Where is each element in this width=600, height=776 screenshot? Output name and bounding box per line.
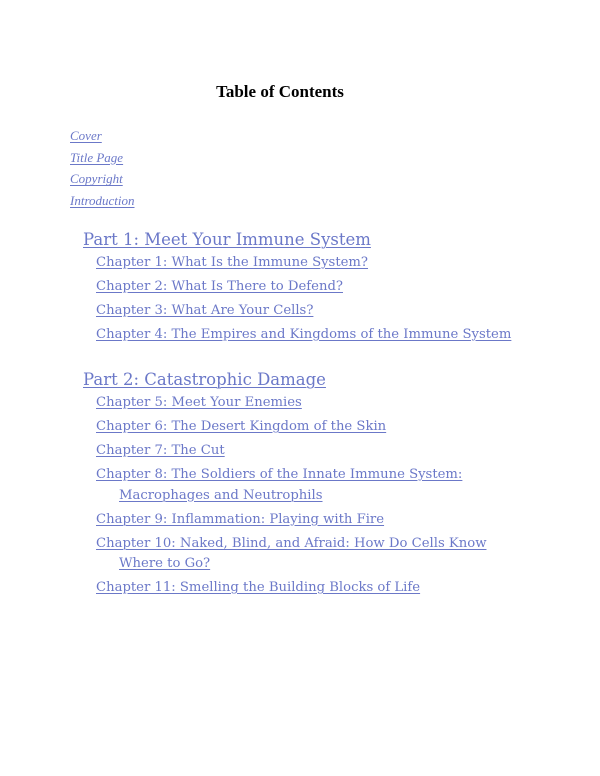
toc-link-chapter-6[interactable]: Chapter 6: The Desert Kingdom of the Skin xyxy=(96,419,387,434)
chapter-8-line-1: Chapter 8: The Soldiers of the Innate Immune System: xyxy=(96,467,463,482)
list-item xyxy=(96,441,486,462)
toc-link-chapter-4[interactable]: Chapter 4: The Empires and Kingdoms of the Immune System xyxy=(96,327,512,342)
list-item xyxy=(70,189,135,211)
chapter-10-line-1: Chapter 10: Naked, Blind, and Afraid: How Do Cells Know xyxy=(96,535,487,551)
list-item xyxy=(96,534,486,575)
toc-link-chapter-5[interactable]: Chapter 5: Meet Your Enemies xyxy=(96,395,302,410)
chapter-list xyxy=(83,393,486,599)
toc-link-part-2[interactable]: Part 2: Catastrophic Damage xyxy=(83,370,326,389)
list-item xyxy=(96,578,486,599)
toc-link-title-page[interactable]: Title Page xyxy=(70,149,124,165)
chapter-8-line-2: Macrophages and Neutrophils xyxy=(119,487,323,503)
list-item xyxy=(70,146,135,168)
list-item xyxy=(96,325,511,346)
list-item xyxy=(96,301,511,322)
toc-link-chapter-9[interactable]: Chapter 9: Inflammation: Playing with Fire xyxy=(96,511,385,527)
list-item xyxy=(70,124,135,146)
toc-link-chapter-10[interactable] xyxy=(96,536,486,575)
list-item xyxy=(96,417,486,438)
page-title: Table of Contents xyxy=(216,82,344,101)
part-2-section xyxy=(83,367,486,602)
list-item xyxy=(96,277,511,298)
toc-link-chapter-2[interactable]: Chapter 2: What Is There to Defend? xyxy=(96,279,343,294)
toc-link-part-1[interactable]: Part 1: Meet Your Immune System xyxy=(83,230,371,249)
list-item xyxy=(96,465,486,506)
list-item xyxy=(96,510,486,531)
toc-link-chapter-1[interactable]: Chapter 1: What Is the Immune System? xyxy=(96,255,369,270)
toc-link-chapter-3[interactable]: Chapter 3: What Are Your Cells? xyxy=(96,303,314,318)
part-1-section xyxy=(83,227,511,349)
chapter-10-line-2: Where to Go? xyxy=(119,556,211,571)
front-matter-list xyxy=(70,124,135,211)
list-item xyxy=(70,167,135,189)
toc-link-chapter-8[interactable] xyxy=(96,467,486,506)
list-item xyxy=(96,393,486,414)
chapter-list xyxy=(83,253,511,346)
toc-link-copyright[interactable]: Copyright xyxy=(70,171,123,187)
toc-link-cover[interactable]: Cover xyxy=(70,128,102,143)
toc-link-chapter-11[interactable]: Chapter 11: Smelling the Building Blocks of Life xyxy=(96,580,421,595)
toc-link-chapter-7[interactable]: Chapter 7: The Cut xyxy=(96,443,225,458)
toc-link-introduction[interactable]: Introduction xyxy=(70,193,135,209)
list-item xyxy=(96,253,511,274)
